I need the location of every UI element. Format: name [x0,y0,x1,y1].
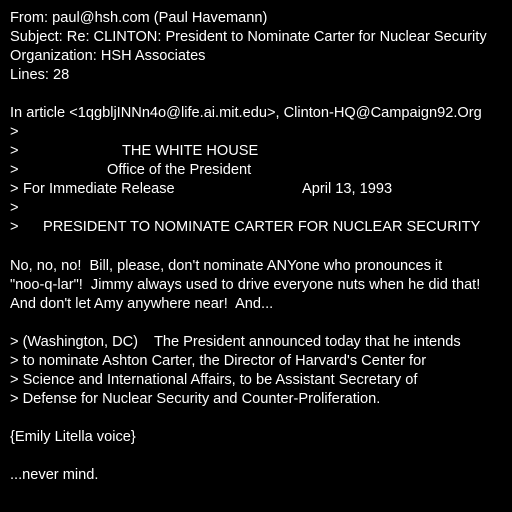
header-organization: Organization: HSH Associates [10,48,206,64]
quote-marker: > [10,124,19,140]
quoted-line [10,218,481,237]
reply-line: No, no, no! Bill, please, don't nominate ANYone who pronounces it [10,258,443,274]
press-release-headline: PRESIDENT TO NOMINATE CARTER FOR NUCLEAR SECURITY [43,219,481,235]
press-release-date: April 13, 1993 [302,181,393,197]
header-from: From: paul@hsh.com (Paul Havemann) [10,10,268,26]
aside-line: {Emily Litella voice} [10,429,136,445]
quote-marker: > [10,181,19,197]
header-lines: Lines: 28 [10,67,70,83]
quoted-line [10,180,393,199]
quote-marker: > [10,219,19,235]
press-release-release: For Immediate Release [23,181,175,197]
quoted-line [10,161,252,180]
quoted-line [10,142,259,161]
quote-marker: > [10,143,19,159]
quoted-announcement-line: > Science and International Affairs, to be Assistant Secretary of [10,372,418,388]
quote-marker: > [10,162,19,178]
closing-line: ...never mind. [10,467,99,483]
quoted-announcement-line: > Defense for Nuclear Security and Counter-Proliferation. [10,391,381,407]
quote-marker: > [10,200,19,216]
reply-line: And don't let Amy anywhere near! And... [10,296,274,312]
quoted-announcement-line: > (Washington, DC) The President announced today that he intends [10,334,461,350]
header-subject: Subject: Re: CLINTON: President to Nominate Carter for Nuclear Security [10,29,487,45]
attribution-line: In article <1qgbljINNn4o@life.ai.mit.edu>, Clinton-HQ@Campaign92.Org [10,105,482,121]
quoted-announcement-line: > to nominate Ashton Carter, the Director of Harvard's Center for [10,353,427,369]
press-release-house: THE WHITE HOUSE [122,143,259,159]
press-release-office: Office of the President [107,162,252,178]
reply-line: "noo-q-lar"! Jimmy always used to drive everyone nuts when he did that! [10,277,481,293]
